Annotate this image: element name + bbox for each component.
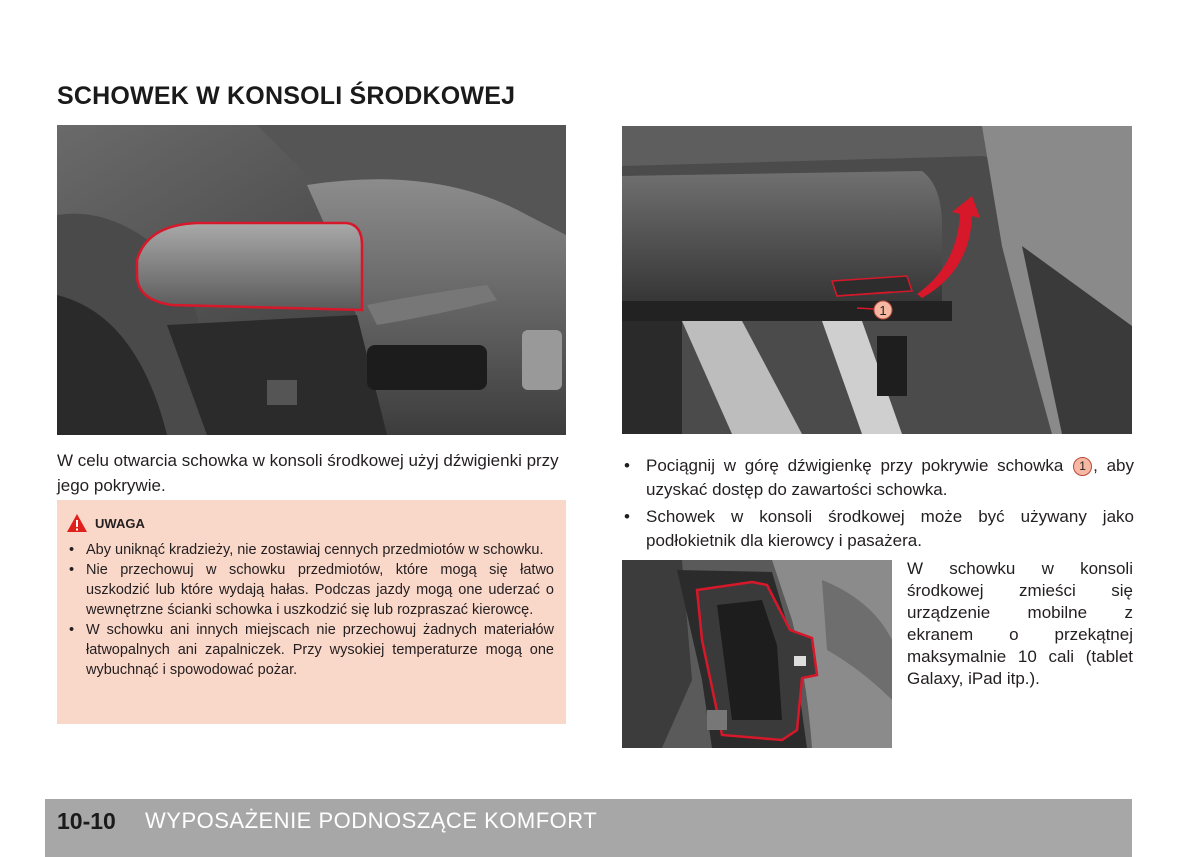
list-item-text: Schowek w konsoli środkowej może być używany jako podłokietnik dla kierowcy i pasażera.	[646, 507, 1134, 550]
storage-compartment-photo	[622, 560, 892, 748]
page-title: SCHOWEK W KONSOLI ŚRODKOWEJ	[57, 82, 516, 110]
opening-instructions: W celu otwarcia schowka w konsoli środkowej użyj dźwigienki przy jego pokrywie.	[57, 451, 559, 495]
list-item	[622, 505, 1134, 553]
callout-marker: 1	[1073, 457, 1092, 476]
list-item-text: , aby uzyskać dostęp do zawartości schowka.	[646, 456, 1134, 499]
page-footer	[45, 799, 1132, 857]
warning-triangle-icon	[66, 513, 88, 533]
warning-header	[66, 512, 554, 534]
warning-item: • W schowku ani innych miejscach nie przechowuj żadnych materiałów łatwopalnych ani zapalniczek. Przy wysokiej temperaturze mogą one wybuchnąć i spowodować pożar.	[66, 620, 554, 680]
callout-number: 1	[879, 303, 887, 318]
warning-list	[66, 540, 554, 680]
list-item-text: Pociągnij w górę dźwigienkę przy pokrywie schowka	[646, 456, 1073, 475]
warning-item: • Aby uniknąć kradzieży, nie zostawiaj cennych przedmiotów w schowku.	[66, 540, 554, 560]
warning-title: UWAGA	[95, 515, 145, 531]
armrest-photo	[57, 125, 566, 435]
warning-box	[57, 500, 566, 724]
lever-photo	[622, 126, 1132, 434]
capacity-note: W schowku w konsoli środkowej zmieści się urządzenie mobilne z ekranem o przekątnej maksymalnie 10 cali (tablet Galaxy, iPad itp.).	[907, 559, 1133, 688]
page-number: 10-10	[57, 808, 116, 834]
instruction-list	[622, 454, 1134, 556]
list-item	[622, 454, 1134, 502]
warning-item: • Nie przechowuj w schowku przedmiotów, które mogą się łatwo uszkodzić lub które wydają hałas. Podczas jazdy mogą one uderzać o wewnętrzne ścianki schowka i uszkodzić się lub rozpraszać kierowcę.	[66, 560, 554, 620]
section-title: WYPOSAŻENIE PODNOSZĄCE KOMFORT	[145, 808, 598, 833]
